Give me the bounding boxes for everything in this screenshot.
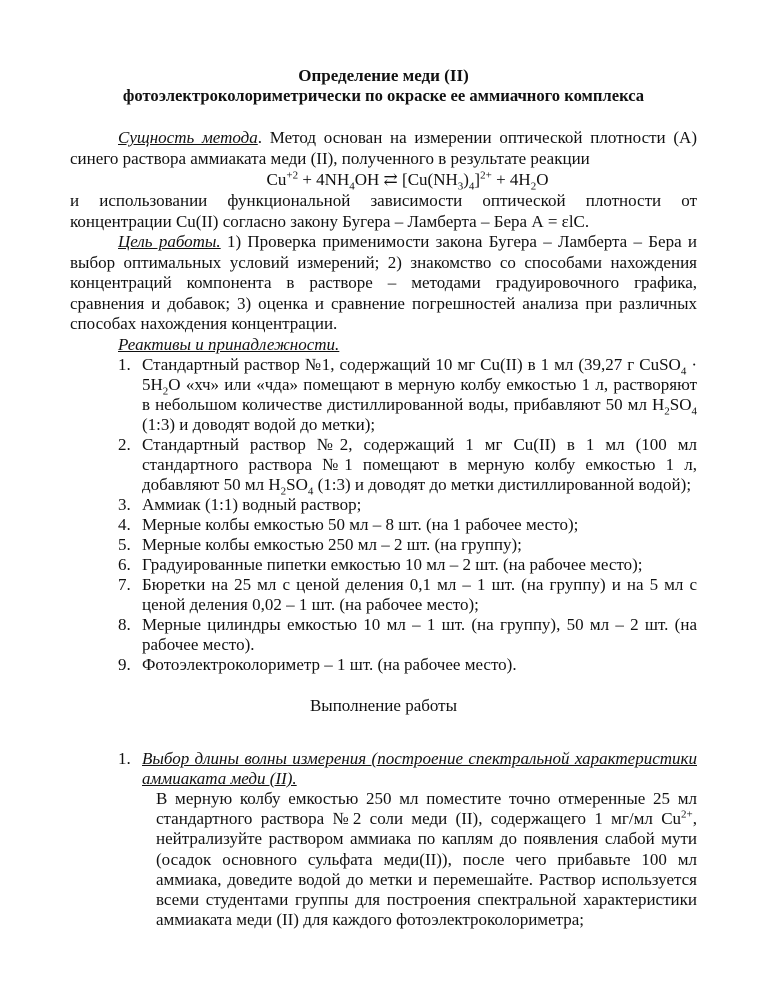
essence-text: . Метод основан на измерении оптической плотности (А) синего раствора аммиаката меди (II), полученного в результате реакции — [70, 128, 697, 168]
reagents-heading — [70, 335, 697, 356]
list-item — [70, 535, 697, 555]
list-item — [70, 575, 697, 615]
list-item — [70, 495, 697, 515]
list-item-text: Мерные цилиндры емкостью 10 мл – 1 шт. (на группу), 50 мл – 2 шт. (на рабочее место). — [142, 615, 697, 654]
essence-label: Сущность метода — [118, 128, 258, 147]
list-item-number: 7. — [118, 575, 131, 594]
list-item: 2. Стандартный раствор №2, содержащий 1 мг Cu(II) в 1 мл (100 мл стандартного раствора №1 помещают в мерную колбу емкостью 1 л, добавляют 50 мл $H_2SO_4$ (1:3) и доводят до метки дистиллированной водой); — [118, 435, 697, 498]
list-item-text: Мерные колбы емкостью 250 мл – 2 шт. (на группу); — [142, 535, 522, 554]
list-item-text: Градуированные пипетки емкостью 10 мл – 2 шт. (на рабочее место); — [142, 555, 643, 574]
list-item-number: 4. — [118, 515, 131, 534]
essence-paragraph — [70, 128, 697, 169]
list-item-text: Бюретки на 25 мл с ценой деления 0,1 мл – 1 шт. (на группу) и на 5 мл с ценой деления 0,02 – 1 шт. (на рабочее место); — [142, 575, 697, 614]
goal-label: Цель работы. — [118, 232, 221, 251]
reaction-formula: $Cu^{+2} + 4NH_4OH$ ⇄ $[Cu(NH_3)_4]^{2+} + 4H_2O$ — [266, 169, 549, 193]
list-item-number: 3. — [118, 495, 131, 514]
list-item-number: 5. — [118, 535, 131, 554]
list-item-number: 2. — [118, 435, 131, 454]
step-1-title: Выбор длины волны измерения (построение спектральной характеристики аммиаката меди (II). — [142, 749, 697, 788]
list-item-text: Аммиак (1:1) водный раствор; — [142, 495, 362, 514]
list-item — [70, 555, 697, 575]
list-item-text: Фотоэлектроколориметр – 1 шт. (на рабочее место). — [142, 655, 517, 674]
essence-continuation: и использовании функциональной зависимости оптической плотности от концентрации Cu(II) согласно закону Бугера – Ламберта – Бера А = εlC. — [70, 191, 697, 231]
list-item-number: 9. — [118, 655, 131, 674]
list-item-number: 8. — [118, 615, 131, 634]
reagents-list — [70, 355, 697, 675]
step-1-number: 1. — [118, 749, 131, 768]
list-item — [70, 655, 697, 675]
list-item-text: Мерные колбы емкостью 50 мл – 8 шт. (на 1 рабочее место); — [142, 515, 579, 534]
list-item — [70, 515, 697, 535]
goal-paragraph — [70, 232, 697, 335]
step-1 — [70, 749, 697, 789]
list-item: 1. Стандартный раствор №1, содержащий 10 мг Cu(II) в 1 мл (39,27 г CuSO$_4$ · $5H_2O$ «хч» или «чда» помещают в мерную колбу емкостью 1 л, растворяют в небольшом количестве дистиллированной воды, прибавляют 50 мл $H_2SO_4$ (1:3) и доводят водой до метки); — [118, 355, 697, 434]
list-item-number: 1. — [118, 355, 131, 374]
document-page — [70, 66, 697, 930]
title-line-1: Определение меди (II) — [298, 66, 469, 85]
document-title — [70, 66, 697, 106]
title-line-2: фотоэлектроколориметрически по окраске ее аммиачного комплекса — [122, 86, 645, 105]
reagents-label: Реактивы и принадлежности. — [118, 334, 340, 354]
list-item-number: 6. — [118, 555, 131, 574]
list-item — [70, 615, 697, 655]
goal-text: 1) Проверка применимости закона Бугера – Ламберта – Бера и выбор оптимальных условий измерений; 2) знакомство со способами нахождения концентраций компонента в растворе – методами градуировочного графика, сравнения и добавок; 3) оценка и сравнение погрешностей анализа при различных способах нахождения концентрации. — [70, 232, 697, 333]
execution-heading: Выполнение работы — [309, 696, 458, 715]
step-1-body: В мерную колбу емкостью 250 мл поместите точно отмеренные 25 мл стандартного раствора №2 соли меди (II), содержащего 1 мг/мл $Cu^{2+}$, нейтрализуйте раствором аммиака по каплям до появления слабой мути (осадок основного сульфата меди(II)), после чего прибавьте 100 мл аммиака, доведите водой до метки и перемешайте. Раствор используется всеми студентами группы для построения спектральной характеристики аммиаката меди (II) для каждого фотоэлектроколориметра; — [156, 789, 697, 930]
